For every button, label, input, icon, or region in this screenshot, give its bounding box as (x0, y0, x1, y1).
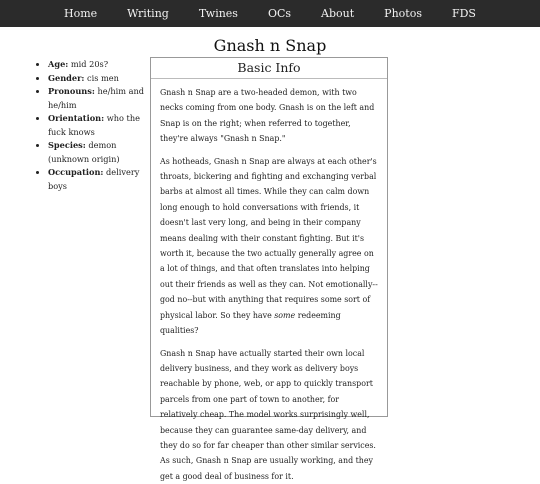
info-paragraph-3: Gnash n Snap have actually started their own local delivery business, and they work as delivery boys reachable by phone, web, or app to quickly transport parcels from one part of town to another, for relatively cheap. The model works surprisingly well, because they can guarantee same-day delivery, and they do so for far cheaper than other similar services. As such, Gnash n Snap are usually working, and they get a good deal of business for it. (160, 346, 379, 484)
emphasis-text: some (274, 311, 295, 320)
fact-species (48, 139, 149, 166)
info-paragraph-2 (160, 154, 379, 339)
fact-orientation (48, 112, 149, 139)
fact-pronouns (48, 85, 149, 112)
nav-link-ocs[interactable]: OCs (268, 0, 291, 27)
info-paragraph-1: Gnash n Snap are a two-headed demon, with two necks coming from one body. Gnash is on the left and Snap is on the right; when referred to together, they're always "Gnash n Snap." (160, 85, 379, 147)
paragraph-text: redeeming qualities? (160, 311, 341, 335)
basic-info-box (150, 57, 388, 417)
top-navigation (0, 0, 540, 27)
fact-value: cis men (84, 73, 119, 83)
fact-value: who the fuck knows (48, 113, 140, 137)
nav-link-fds[interactable]: FDS (452, 0, 476, 27)
fact-label: Age: (48, 59, 68, 69)
nav-link-about[interactable]: About (321, 0, 354, 27)
fact-label: Occupation: (48, 167, 103, 177)
fact-label: Species: (48, 140, 86, 150)
fact-gender (48, 72, 149, 86)
fact-label: Orientation: (48, 113, 104, 123)
paragraph-text: As hotheads, Gnash n Snap are always at each other's throats, bickering and fighting and exchanging verbal barbs at almost all times. While they can calm down long enough to hold conversations with friends, it doesn't last very long, and being in their company means dealing with their constant fighting. But it's worth it, because the two actually generally agree on a lot of things, and that often translates into helping out their friends as well as they can. Not emotionally--god no--but with anything that requires some sort of physical labor. So they have (160, 157, 378, 320)
nav-link-twines[interactable]: Twines (199, 0, 238, 27)
fact-age (48, 58, 149, 72)
character-facts-sidebar (36, 58, 149, 193)
fact-label: Pronouns: (48, 86, 95, 96)
fact-value: demon (unknown origin) (48, 140, 120, 164)
facts-list (36, 58, 149, 193)
basic-info-heading: Basic Info (151, 58, 387, 76)
page-title: Gnash n Snap (0, 36, 540, 55)
nav-link-home[interactable]: Home (64, 0, 97, 27)
nav-link-writing[interactable]: Writing (127, 0, 169, 27)
fact-value: mid 20s? (68, 59, 108, 69)
fact-occupation (48, 166, 149, 193)
nav-link-photos[interactable]: Photos (384, 0, 422, 27)
fact-value: delivery boys (48, 167, 139, 191)
basic-info-body (151, 79, 387, 484)
fact-label: Gender: (48, 73, 84, 83)
fact-value: he/him and he/him (48, 86, 144, 110)
